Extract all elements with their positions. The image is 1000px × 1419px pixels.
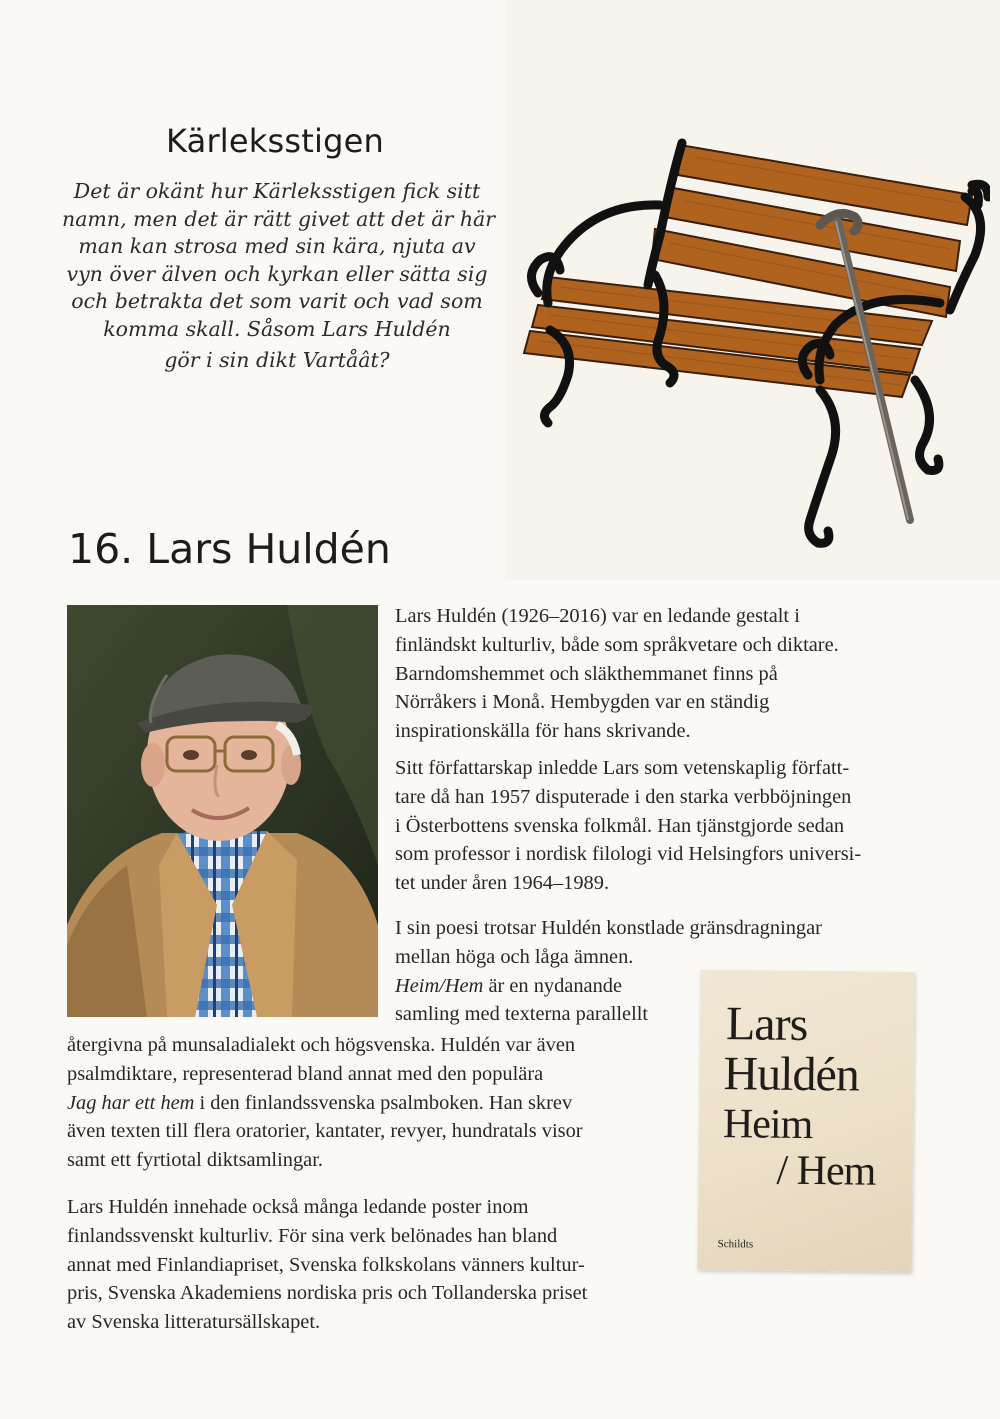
intro-paragraph (62, 178, 496, 375)
book-title-line2: / Hem (776, 1147, 876, 1195)
text-line: som professor i nordisk filologi vid Helsingfors universi- (395, 843, 862, 866)
text-line: finlandssvenskt kulturliv. För sina verk belönades han bland (67, 1224, 558, 1247)
intro-line: namn, men det är rätt givet att det är här (62, 206, 496, 231)
portrait-photo (67, 605, 378, 1017)
text-line: psalmdiktare, representerad bland annat med den populära (67, 1062, 544, 1085)
text-line: Sitt författarskap inledde Lars som vetenskaplig författ- (395, 757, 850, 779)
book-author-first: Lars (725, 997, 808, 1052)
portrait-icon (67, 605, 378, 1017)
text-line: av Svenska litteratursällskapet. (67, 1311, 321, 1334)
park-bench-illustration (520, 125, 990, 565)
text-line: pris, Svenska Akademiens nordiska pris och Tollanderska priset (67, 1282, 588, 1305)
paragraph-awards (67, 1193, 587, 1337)
book-title-heim-hem: Heim/Hem (395, 974, 484, 997)
text-line: återgivna på munsaladialekt och högsvenska. Huldén var även (67, 1034, 576, 1056)
text-line: I sin poesi trotsar Huldén konstlade gränsdragningar (395, 917, 822, 939)
text-line: inspirationskälla för hans skrivande. (395, 720, 691, 743)
text-line: Barndomshemmet och släkthemmanet finns på (395, 662, 778, 685)
paragraph-biography (395, 602, 839, 746)
text-line: i Österbottens svenska folkmål. Han tjänstgjorde sedan (395, 814, 845, 837)
book-title-line1: Heim (722, 1101, 813, 1149)
text-fragment: i den finlandssvenska psalmboken. Han skrev (194, 1091, 573, 1114)
text-line: Nörråkers i Monå. Hembygden var en ständig (395, 691, 770, 714)
bench-slats (524, 145, 972, 397)
intro-line: Det är okänt hur Kärleksstigen fick sitt (73, 179, 481, 203)
paragraph-poetry-bottom (67, 1031, 583, 1175)
book-publisher: Schildts (717, 1238, 754, 1251)
text-line: annat med Finlandiapriset, Svenska folkskolans vänners kultur- (67, 1253, 585, 1276)
article-heading: 16. Lars Huldén (68, 525, 391, 573)
intro-line: gör i sin dikt Vartåât? (164, 348, 390, 372)
text-line (67, 1089, 583, 1118)
intro-line: och betrakta det som varit och vad som (71, 289, 483, 313)
text-fragment: är en nydanande (483, 974, 623, 997)
text-line: samt ett fyrtiotal diktsamlingar. (67, 1149, 323, 1172)
hymn-title: Jag har ett hem (67, 1091, 195, 1114)
text-line: Lars Huldén innehade också många ledande poster inom (67, 1196, 529, 1218)
text-line: samling med texterna parallellt (395, 1003, 649, 1026)
text-line: tet under åren 1964–1989. (395, 872, 610, 895)
text-line: mellan höga och låga ämnen. (395, 945, 634, 968)
text-line: finländskt kulturliv, både som språkvetare och diktare. (395, 633, 839, 656)
book-cover (697, 970, 914, 1272)
section-title: Kärleksstigen (166, 122, 384, 160)
text-line: Lars Huldén (1926–2016) var en ledande gestalt i (395, 605, 800, 627)
text-line: tare då han 1957 disputerade i den starka verbböjningen (395, 785, 852, 808)
intro-line: man kan strosa med sin kära, njuta av (78, 234, 476, 258)
paragraph-career (395, 754, 861, 898)
text-line: även texten till flera oratorier, kantater, revyer, hundratals visor (67, 1120, 583, 1143)
book-author-last: Huldén (723, 1047, 860, 1102)
intro-line: komma skall. Såsom Lars Huldén (103, 316, 451, 341)
intro-line: vyn över älven och kyrkan eller sätta sig (66, 261, 488, 286)
